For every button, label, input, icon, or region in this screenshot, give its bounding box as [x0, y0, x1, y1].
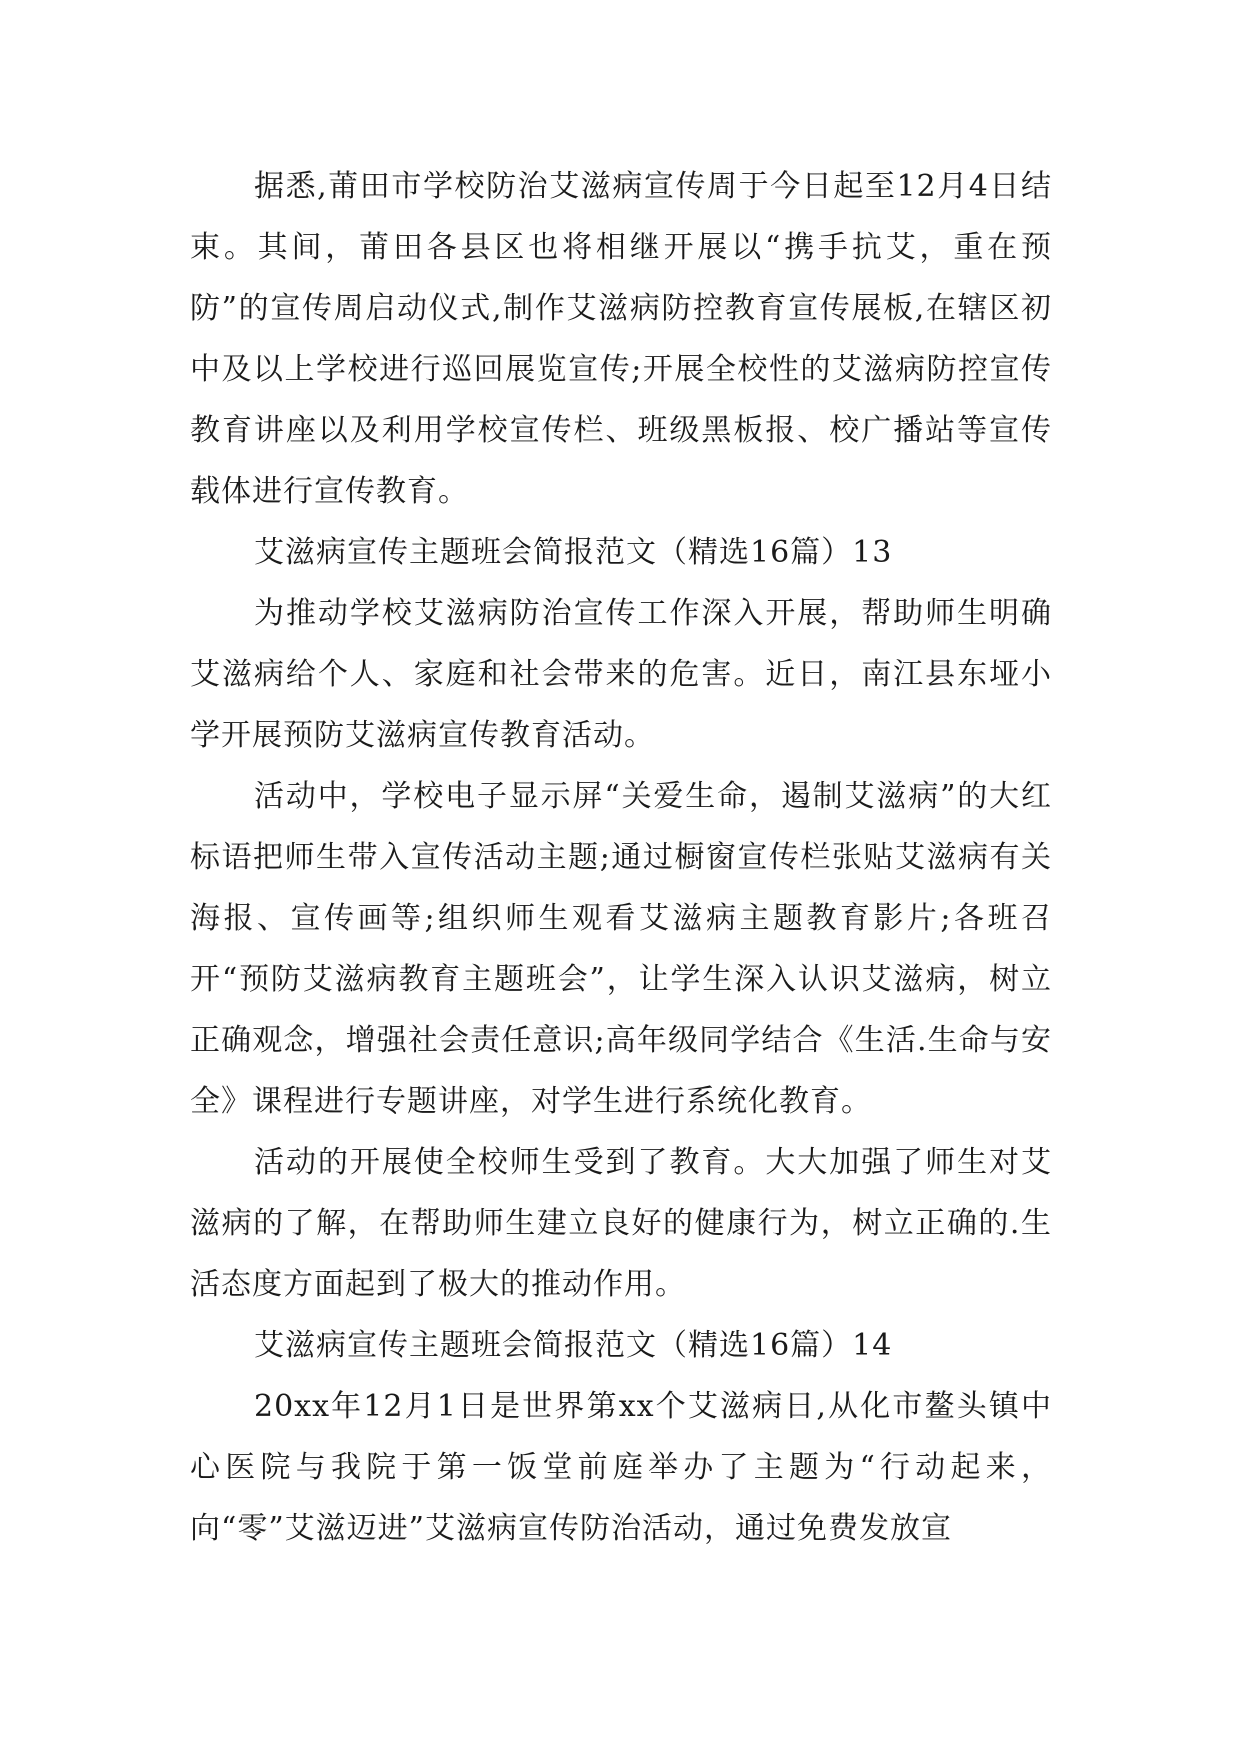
section-heading-14: 艾滋病宣传主题班会简报范文（精选16篇）14	[254, 1328, 893, 1363]
paragraph-world-aids-day: 20xx年12月1日是世界第xx个艾滋病日,从化市鳌头镇中心医院与我院于第一饭堂前庭举办了主题为“行动起来，向“零”艾滋迈进”艾滋病宣传防治活动，通过免费发放宣	[190, 1389, 1052, 1546]
document-body	[190, 156, 1052, 1559]
section-heading-13: 艾滋病宣传主题班会简报范文（精选16篇）13	[254, 535, 893, 570]
paragraph-activity-result: 活动的开展使全校师生受到了教育。大大加强了师生对艾滋病的了解，在帮助师生建立良好的健康行为，树立正确的.生活态度方面起到了极大的推动作用。	[190, 1145, 1052, 1302]
paragraph-putian-week: 据悉,莆田市学校防治艾滋病宣传周于今日起至12月4日结束。其间，莆田各县区也将相继开展以“携手抗艾，重在预防”的宣传周启动仪式,制作艾滋病防控教育宣传展板,在辖区初中及以上学校进行巡回展览宣传;开展全校性的艾滋病防控宣传教育讲座以及利用学校宣传栏、班级黑板报、校广播站等宣传载体进行宣传教育。	[190, 169, 1052, 509]
paragraph-activity-details: 活动中，学校电子显示屏“关爱生命，遏制艾滋病”的大红标语把师生带入宣传活动主题;通过橱窗宣传栏张贴艾滋病有关海报、宣传画等;组织师生观看艾滋病主题教育影片;各班召开“预防艾滋病教育主题班会”，让学生深入认识艾滋病，树立正确观念，增强社会责任意识;高年级同学结合《生活.生命与安全》课程进行专题讲座，对学生进行系统化教育。	[190, 779, 1052, 1119]
paragraph-nanjiang-intro: 为推动学校艾滋病防治宣传工作深入开展，帮助师生明确艾滋病给个人、家庭和社会带来的危害。近日，南江县东垭小学开展预防艾滋病宣传教育活动。	[190, 596, 1052, 753]
